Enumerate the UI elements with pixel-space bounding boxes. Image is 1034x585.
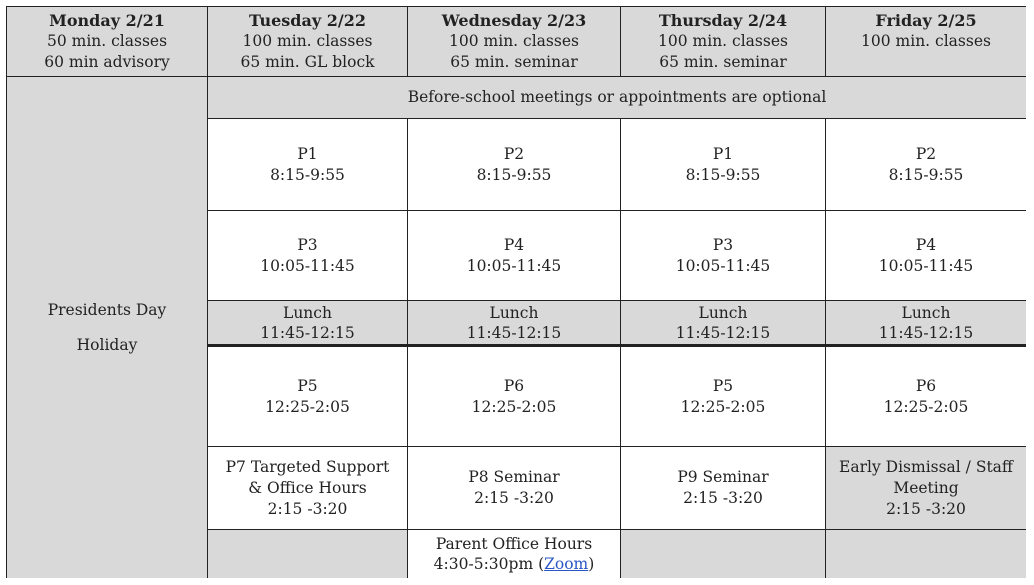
block-time: 2:15 -3:20 [267, 499, 348, 518]
block-time: 2:15 -3:20 [683, 489, 763, 507]
period-cell [825, 118, 1026, 210]
lunch-label: Lunch [283, 303, 332, 322]
parent-hours-close: ) [588, 555, 595, 573]
block-time: 2:15 -3:20 [886, 499, 966, 518]
block-line1: P8 Seminar [468, 468, 560, 486]
lunch-cell [620, 300, 825, 346]
period-time: 10:05-11:45 [466, 256, 562, 275]
header-day: Thursday 2/24 [658, 11, 788, 30]
parent-hours-time: 4:30-5:30pm ( [433, 555, 545, 573]
before-school-text: Before-school meetings or appointments are optional [407, 88, 827, 106]
header-thursday [620, 6, 825, 76]
header-wednesday [407, 6, 620, 76]
period-cell [207, 346, 407, 446]
header-monday [6, 6, 207, 76]
period-time: 8:15-9:55 [888, 165, 964, 184]
before-school-banner [207, 76, 1026, 118]
period-time: 10:05-11:45 [675, 256, 771, 275]
parent-hours-time-line [434, 554, 595, 574]
period-label: P6 [915, 376, 937, 395]
header-day: Tuesday 2/22 [249, 11, 366, 30]
header-day: Wednesday 2/23 [441, 11, 587, 30]
header-friday [825, 6, 1026, 76]
parent-office-hours-cell [407, 529, 620, 578]
header-line1: 100 min. classes [861, 32, 991, 50]
period-cell [207, 118, 407, 210]
header-line1: 100 min. classes [242, 32, 373, 50]
period-time: 10:05-11:45 [260, 256, 355, 275]
block-line1: Early Dismissal / Staff [839, 457, 1013, 476]
header-line1: 100 min. classes [449, 32, 579, 50]
empty-cell [825, 529, 1026, 578]
zoom-link[interactable]: Zoom [544, 555, 589, 573]
period-time: 8:15-9:55 [270, 165, 345, 184]
seminar-cell [620, 446, 825, 529]
period-label: P6 [503, 376, 525, 395]
period-cell [407, 118, 620, 210]
lunch-time: 11:45-12:15 [260, 323, 355, 342]
period-cell [407, 346, 620, 446]
period-time: 8:15-9:55 [476, 165, 552, 184]
header-line2: 65 min. seminar [450, 53, 578, 71]
header-day: Friday 2/25 [875, 11, 977, 30]
lunch-time: 11:45-12:15 [878, 323, 974, 342]
header-day: Monday 2/21 [49, 11, 165, 30]
header-line2: 65 min. GL block [240, 53, 375, 71]
lunch-cell [207, 300, 407, 346]
period-cell [620, 210, 825, 300]
header-line2: 60 min advisory [44, 53, 170, 71]
period-label: P5 [297, 376, 318, 395]
support-cell [207, 446, 407, 529]
header-line1: 100 min. classes [658, 32, 788, 50]
period-cell [825, 210, 1026, 300]
holiday-line1: Presidents Day [47, 300, 167, 319]
period-cell [825, 346, 1026, 446]
period-cell [620, 346, 825, 446]
period-cell [620, 118, 825, 210]
period-label: P3 [297, 235, 318, 254]
lunch-cell [407, 300, 620, 346]
holiday-line2: Holiday [76, 335, 138, 354]
block-line2: & Office Hours [248, 478, 367, 497]
period-time: 12:25-2:05 [471, 397, 557, 416]
seminar-cell [407, 446, 620, 529]
block-line2: Meeting [893, 478, 959, 497]
block-time: 2:15 -3:20 [474, 489, 554, 507]
period-time: 10:05-11:45 [878, 256, 974, 275]
period-time: 8:15-9:55 [685, 165, 761, 184]
period-cell [207, 210, 407, 300]
parent-hours-title: Parent Office Hours [435, 535, 593, 553]
header-line2: 65 min. seminar [659, 53, 787, 71]
lunch-cell [825, 300, 1026, 346]
period-time: 12:25-2:05 [680, 397, 766, 416]
lunch-label: Lunch [698, 303, 748, 322]
empty-cell [620, 529, 825, 578]
block-line1: P9 Seminar [677, 468, 769, 486]
period-cell [407, 210, 620, 300]
lunch-time: 11:45-12:15 [466, 323, 562, 342]
period-label: P2 [915, 144, 937, 163]
block-line1: P7 Targeted Support [225, 457, 390, 476]
period-time: 12:25-2:05 [883, 397, 969, 416]
period-label: P1 [297, 144, 318, 163]
period-label: P2 [503, 144, 525, 163]
period-label: P1 [712, 144, 734, 163]
weekly-schedule-table [6, 6, 1026, 578]
period-label: P3 [712, 235, 734, 254]
monday-holiday-cell [6, 76, 207, 578]
period-label: P4 [503, 235, 525, 254]
period-time: 12:25-2:05 [265, 397, 350, 416]
empty-cell [207, 529, 407, 578]
lunch-label: Lunch [489, 303, 539, 322]
lunch-label: Lunch [901, 303, 951, 322]
period-label: P5 [712, 376, 734, 395]
early-dismissal-cell [825, 446, 1026, 529]
header-line1: 50 min. classes [46, 32, 168, 50]
lunch-time: 11:45-12:15 [675, 323, 771, 342]
header-tuesday [207, 6, 407, 76]
period-label: P4 [915, 235, 937, 254]
